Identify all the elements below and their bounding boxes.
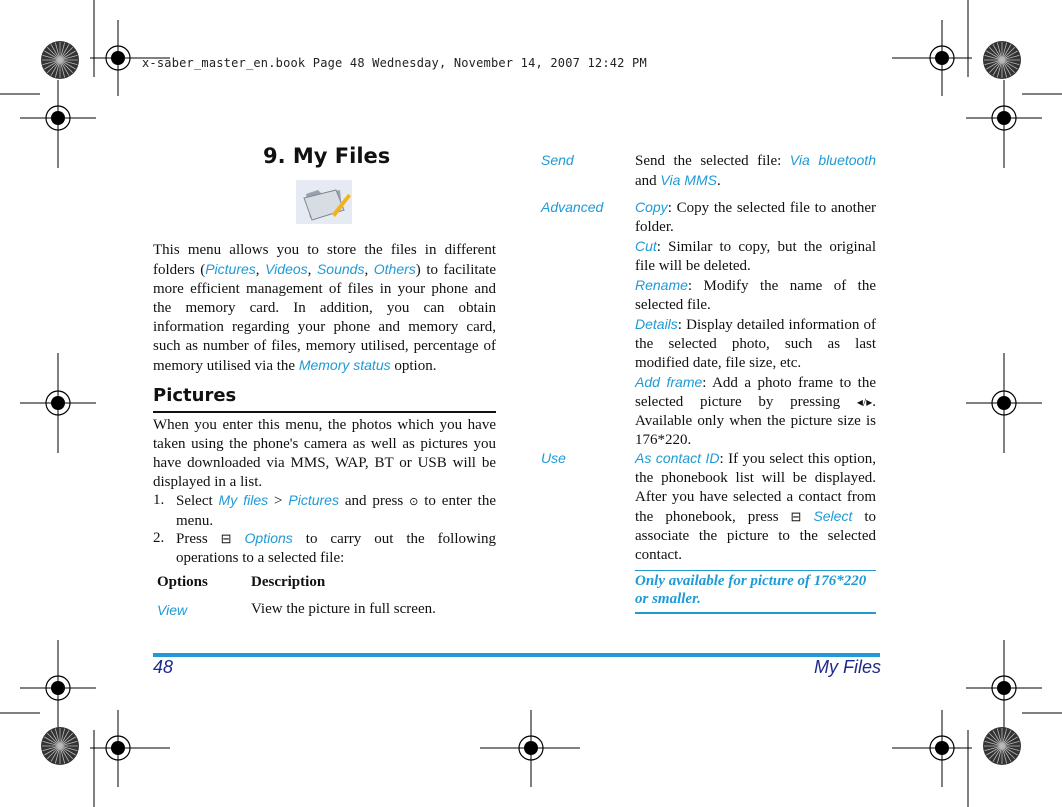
section-rule <box>153 411 496 413</box>
pictures-paragraph: When you enter this menu, the photos which you have taken using the phone's camera as well as pictures you have downloaded via MMS, WAP, BT or USB will be displayed in a list. <box>153 417 496 490</box>
table-header-options: Options <box>157 574 208 590</box>
note-rule-top <box>635 570 876 571</box>
option-use: Use <box>541 450 566 466</box>
intro-paragraph: This menu allows you to store the files in different folders (Pictures, Videos, Sounds, Others) to facilitate more efficient management of files in your phone and the memory card. In addition, you can obtain information regarding your phone and memory card, such as number of files, memory utilised, percentage of memory utilised via the Memory status option. <box>153 242 497 374</box>
footer-rule <box>153 653 880 657</box>
option-advanced-desc: Copy: Copy the selected file to another folder. Cut: Similar to copy, but the original file will be deleted. Rename: Modify the name of the selected file. Details: Display detailed information of the selected photo, such as last modified date, file size, etc. Add frame: Add a photo frame to the selected picture by pressing ◂/▸. Available only when the picture size is 176*220. <box>635 199 876 448</box>
option-send: Send <box>541 152 574 168</box>
ok-key-icon: ⊙ <box>409 496 419 508</box>
step-2: 2. Press ⊟ Options to carry out the following operations to a selected file: <box>153 530 497 566</box>
option-use-desc: As contact ID: If you select this option, the phonebook list will be displayed. After you have selected a contact from the phonebook, press ⊟ Select to associate the picture to the selected contact. <box>635 450 877 563</box>
note-rule-bottom <box>635 612 876 614</box>
section-heading-pictures: Pictures <box>153 385 237 406</box>
softkey-icon: ⊟ <box>790 509 802 524</box>
chapter-title: 9. My Files <box>263 144 391 168</box>
table-header-description: Description <box>251 574 326 590</box>
option-advanced: Advanced <box>541 199 604 215</box>
step-1: 1. Select My files > Pictures and press ⊙ to enter the menu. <box>153 492 496 529</box>
footer-section-title: My Files <box>814 657 881 677</box>
option-view: View <box>157 602 188 618</box>
page-number: 48 <box>153 657 174 677</box>
softkey-icon: ⊟ <box>220 531 232 546</box>
nav-key-icon: ◂/▸ <box>856 395 873 409</box>
option-send-desc: Send the selected file: Via bluetooth and Via MMS. <box>635 152 876 189</box>
memory-status-link: Memory status <box>298 357 391 373</box>
option-view-desc: View the picture in full screen. <box>251 601 436 617</box>
print-header: x-saber_master_en.book Page 48 Wednesday, November 14, 2007 12:42 PM <box>142 56 647 70</box>
folder-icon <box>296 180 352 224</box>
note-text: Only available for picture of 176*220 or smaller. <box>635 573 867 607</box>
